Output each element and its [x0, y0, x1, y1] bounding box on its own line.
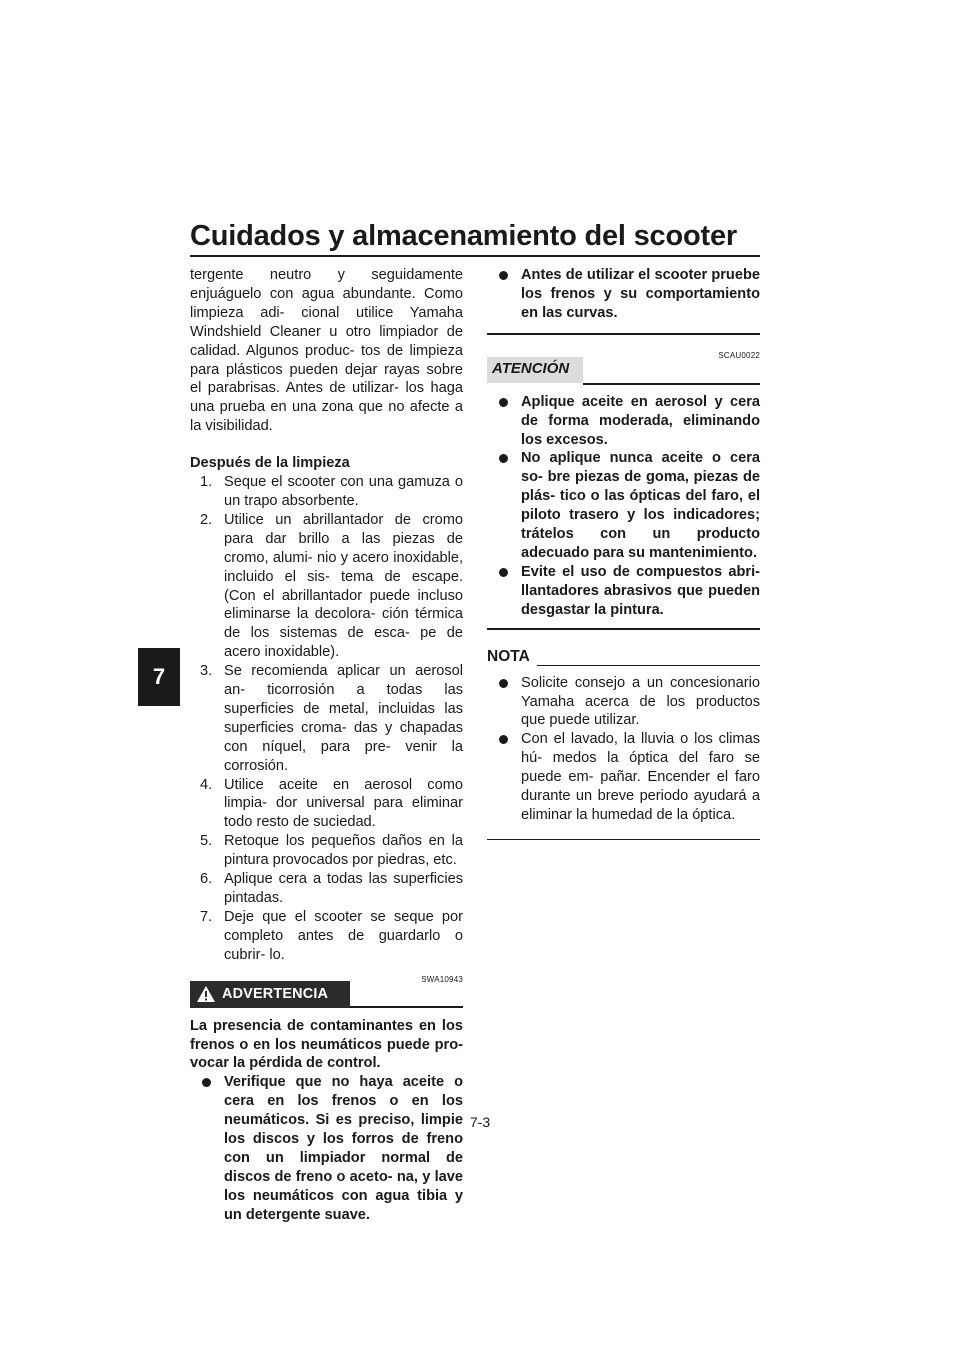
cleaning-steps [190, 473, 463, 965]
nota-end-rule [487, 839, 760, 840]
warning-code-row [190, 965, 463, 984]
bullet-icon [499, 568, 508, 577]
warning-label-box [190, 981, 350, 1008]
title-rule [190, 255, 760, 257]
atencion-label: ATENCIÓN [487, 357, 583, 383]
list-item: 4. Utilice aceite en aerosol como limpia- dor universal para eliminar todo resto de suciedad. [200, 776, 463, 831]
bullet-icon [499, 271, 508, 280]
nota-bullets [487, 674, 760, 825]
atencion-end-rule [487, 628, 760, 630]
warning-header [190, 981, 463, 1011]
page-number: 7-3 [469, 1114, 491, 1130]
list-item: Antes de utilizar el scooter pruebe los frenos y su comportamiento en las curvas. [487, 266, 760, 323]
warning-continued-bullets [487, 266, 760, 323]
list-item: 3. Se recomienda aplicar un aerosol an- ticorrosión a todas las superficies de metal, incluidas las superficies croma- das y chapadas con níquel, para pre- venir la corrosión. [200, 663, 464, 774]
list-item: 1. Seque el scooter con una gamuza o un trapo absorbente. [200, 474, 463, 509]
bullet-icon [499, 679, 508, 688]
list-item: Con el lavado, la lluvia o los climas hú- medos la óptica del faro se puede em- pañar. Encender el faro durante un breve periodo ayudará a eliminar la humedad de la óptica. [487, 730, 760, 825]
list-item: Evite el uso de compuestos abri- llantadores abrasivos que pueden desgastar la pintura. [487, 563, 760, 620]
section-heading: Después de la limpieza [190, 455, 350, 472]
list-item: 7. Deje que el scooter se seque por completo antes de guardarlo o cubrir- lo. [200, 908, 463, 963]
list-item: 6. Aplique cera a todas las superficies pintadas. [200, 871, 463, 906]
bullet-icon [202, 1078, 211, 1087]
list-item: Verifique que no haya aceite o cera en los frenos o en los neumáticos. Si es preciso, limpie los discos y los forros de freno con un limpiador normal de discos de freno o aceto- na, y lave los neumáticos con agua tibia y un detergente suave. [190, 1073, 463, 1224]
page-title: Cuidados y almacenamiento del scooter [190, 220, 737, 252]
bullet-icon [499, 454, 508, 463]
nota-header [487, 648, 760, 670]
warning-triangle-icon [190, 985, 222, 1003]
warning-code: SWA10943 [421, 974, 463, 984]
list-item: 2. Utilice un abrillantador de cromo para dar brillo a las piezas de cromo, alumi- nio y acero inoxidable, incluido el sis- tema de escape. (Con el abrillantador puede incluso eliminarse la decolora- ción térmica de los sistemas de esca- pe de acero inoxidable). [200, 511, 464, 661]
warning-bullets [190, 1073, 463, 1224]
nota-label: NOTA [487, 647, 530, 665]
warning-end-rule [487, 333, 760, 335]
warning-header-rule [350, 1006, 463, 1008]
atencion-code-row [487, 343, 760, 360]
warning-intro: La presencia de contaminantes en los frenos o en los neumáticos puede pro- vocar la pérdida de control. [190, 1017, 463, 1072]
nota-header-rule [537, 665, 760, 666]
atencion-header [487, 357, 760, 387]
right-column [487, 266, 760, 840]
left-column [190, 266, 463, 1225]
list-item: Aplique aceite en aerosol y cera de forma moderada, eliminando los excesos. [487, 393, 760, 450]
bullet-icon [499, 735, 508, 744]
list-item: Solicite consejo a un concesionario Yamaha acerca de los productos que puede utilizar. [487, 674, 760, 731]
list-item: 5. Retoque los pequeños daños en la pintura provocados por piedras, etc. [200, 833, 463, 869]
chapter-tab: 7 [138, 648, 180, 706]
intro-paragraph: tergente neutro y seguidamente enjuáguelo con agua abundante. Como limpieza adi- cional utilice Yamaha Windshield Cleaner u otro limpiador de calidad. Algunos produc- tos de limpieza para plásticos pueden dejar rayas sobre el parabrisas. Antes de utilizar- los haga una prueba en una zona que no afecte a la visibilidad. [190, 267, 464, 435]
atencion-header-rule [583, 383, 760, 385]
list-item: No aplique nunca aceite o cera so- bre piezas de goma, piezas de plás- tico o las ópticas del faro, el piloto trasero y los indicadores; trátelos con un producto adecuado para su mantenimiento. [487, 449, 760, 562]
atencion-code: SCAU0022 [718, 350, 760, 360]
bullet-icon [499, 398, 508, 407]
warning-label: ADVERTENCIA [222, 985, 329, 1002]
atencion-bullets [487, 393, 760, 620]
